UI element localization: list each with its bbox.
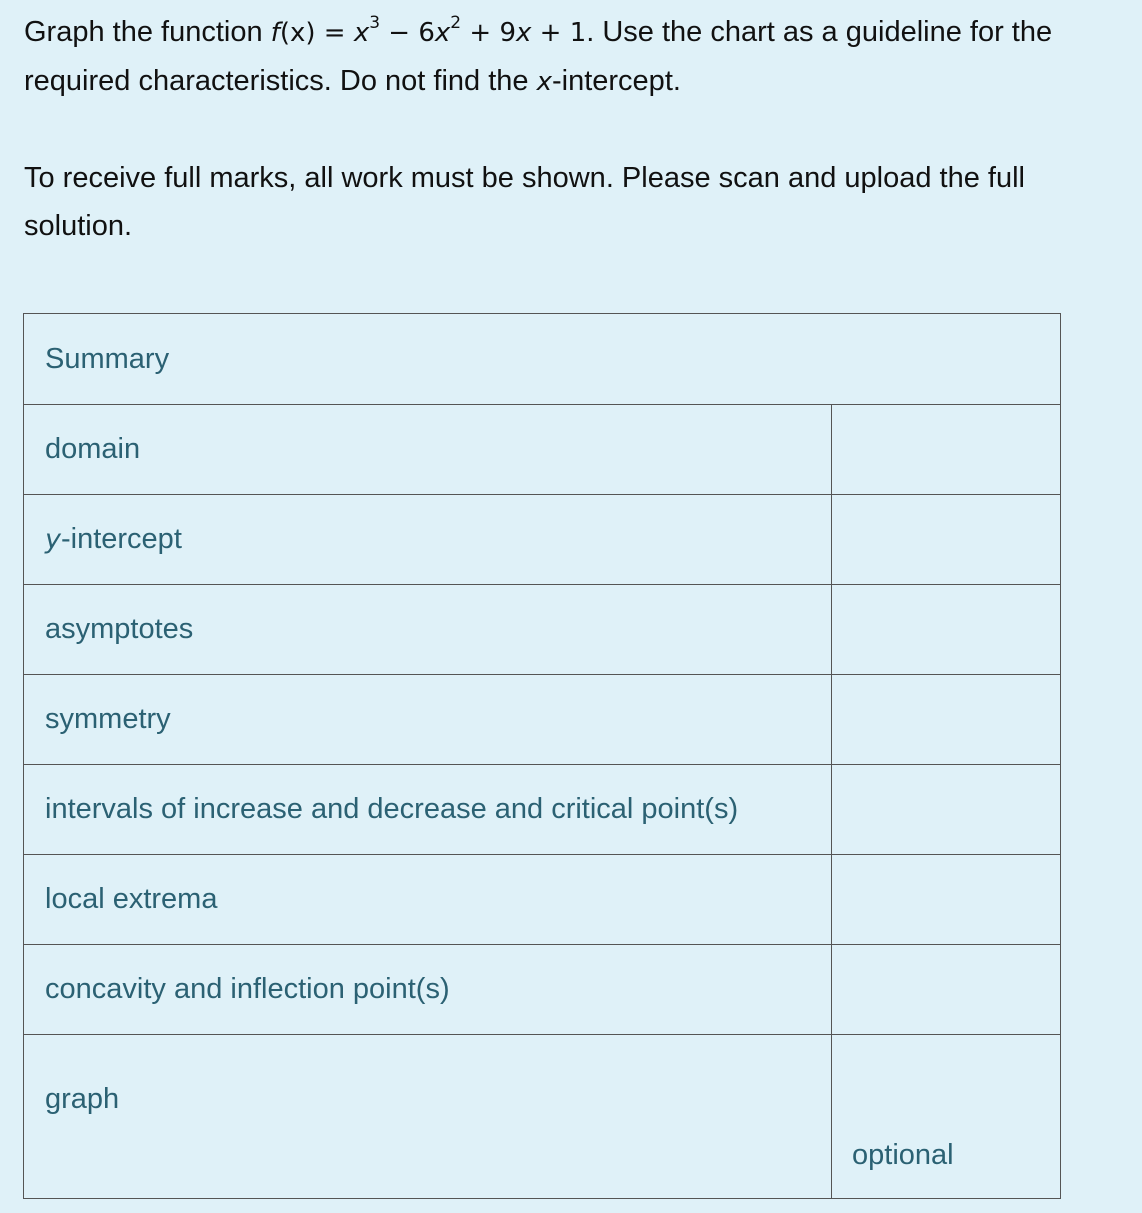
table-row xyxy=(24,675,1061,765)
question-text xyxy=(24,8,1134,250)
table-row xyxy=(24,405,1061,495)
constant-term: + 1 xyxy=(531,18,587,48)
answer-cell-graph: optional xyxy=(832,1035,1061,1199)
quadratic-term-exponent: 2 xyxy=(450,13,462,33)
row-label-asymptotes: asymptotes xyxy=(24,585,832,675)
answer-cell-domain xyxy=(832,405,1061,495)
table-row xyxy=(24,945,1061,1035)
answer-cell-symmetry xyxy=(832,675,1061,765)
table-row xyxy=(24,855,1061,945)
row-label-intervals: intervals of increase and decrease and critical point(s) xyxy=(24,765,832,855)
row-label-local-extrema: local extrema xyxy=(24,855,832,945)
table-row xyxy=(24,1035,1061,1199)
cubic-term-base: x xyxy=(353,18,370,48)
quadratic-coefficient: − 6 xyxy=(380,18,435,48)
row-label-graph: graph xyxy=(24,1035,832,1199)
table-row xyxy=(24,765,1061,855)
row-label-y-intercept xyxy=(24,495,832,585)
quadratic-term-base: x xyxy=(434,18,451,48)
table-row xyxy=(24,495,1061,585)
x-variable: x xyxy=(536,67,552,97)
cubic-term-exponent: 3 xyxy=(369,13,381,33)
summary-header: Summary xyxy=(24,314,1061,405)
answer-cell-y-intercept xyxy=(832,495,1061,585)
y-intercept-label: -intercept xyxy=(60,523,182,555)
row-label-concavity: concavity and inflection point(s) xyxy=(24,945,832,1035)
question-prompt xyxy=(24,8,1134,106)
row-label-domain: domain xyxy=(24,405,832,495)
answer-cell-local-extrema xyxy=(832,855,1061,945)
prompt-prefix: Graph the function xyxy=(24,16,271,48)
function-name: f xyxy=(270,18,280,48)
function-argument: (x) xyxy=(279,18,316,48)
linear-term-base: x xyxy=(515,18,532,48)
prompt-guideline: . Use the chart as a guideline for the required characteristics. Do not find the xyxy=(24,16,1053,97)
linear-coefficient: + 9 xyxy=(461,18,516,48)
answer-cell-intervals xyxy=(832,765,1061,855)
row-label-symmetry: symmetry xyxy=(24,675,832,765)
summary-table xyxy=(23,313,1061,1199)
prompt-end: -intercept. xyxy=(551,65,681,97)
summary-header-row xyxy=(24,314,1061,405)
function-expression xyxy=(270,13,587,48)
answer-cell-concavity xyxy=(832,945,1061,1035)
instruction-text: To receive full marks, all work must be shown. Please scan and upload the full solution. xyxy=(24,162,1025,242)
equals-sign: = xyxy=(315,18,354,48)
table-row xyxy=(24,585,1061,675)
y-variable: y xyxy=(45,524,61,555)
answer-cell-asymptotes xyxy=(832,585,1061,675)
